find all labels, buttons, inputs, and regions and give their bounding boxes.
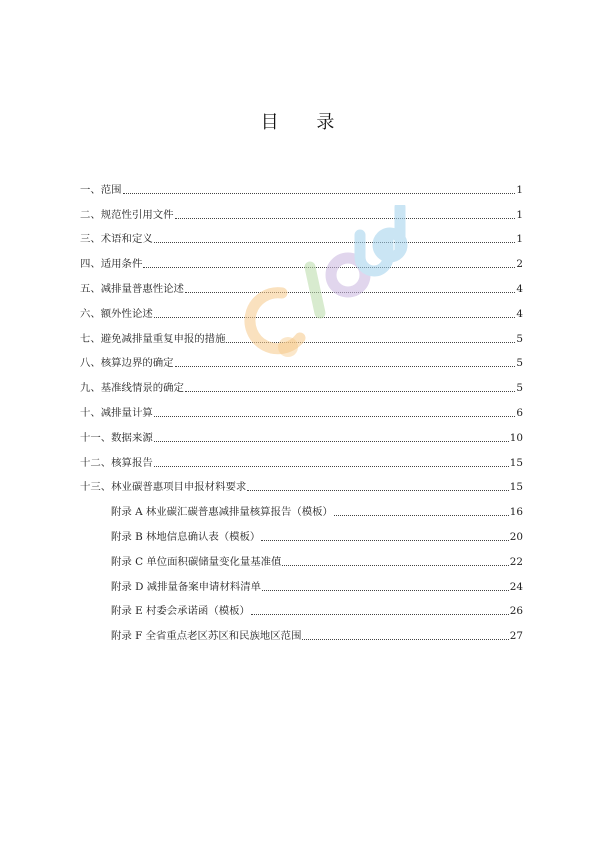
toc-page-number: 27: [509, 630, 523, 643]
dot-leader: [154, 241, 516, 243]
toc-appendix-entry[interactable]: [80, 617, 523, 642]
toc-entry[interactable]: [80, 221, 523, 246]
page-title: 目 录: [260, 112, 351, 133]
toc-page-number: 5: [516, 332, 523, 345]
dot-leader: [247, 489, 509, 491]
dot-leader: [334, 514, 509, 516]
toc-appendix-entry[interactable]: [80, 543, 523, 568]
dot-leader: [185, 390, 515, 392]
toc-entry-label: 七、避免减排量重复申报的措施: [80, 332, 226, 345]
toc-entry[interactable]: [80, 171, 523, 196]
toc-entry[interactable]: [80, 419, 523, 444]
toc-entry-label: 二、规范性引用文件: [80, 208, 174, 221]
toc-entry-label: 四、适用条件: [80, 258, 143, 271]
toc-entry-label: 一、范围: [80, 183, 122, 196]
toc-entry[interactable]: [80, 345, 523, 370]
toc-entry-label: 附录 F 全省重点老区苏区和民族地区范围: [111, 630, 302, 643]
toc-page-number: 24: [509, 580, 523, 593]
toc-entry[interactable]: [80, 444, 523, 469]
toc-page-number: 15: [509, 481, 523, 494]
toc-entry-label: 附录 A 林业碳汇碳普惠减排量核算报告（模板）: [111, 506, 333, 519]
toc-page-number: 20: [509, 530, 523, 543]
toc-page-number: 6: [516, 406, 523, 419]
toc-appendix-entry[interactable]: [80, 493, 523, 518]
toc-entry-label: 三、术语和定义: [80, 233, 153, 246]
toc-appendix-entry[interactable]: [80, 568, 523, 593]
toc-appendix-entry[interactable]: [80, 518, 523, 543]
toc-entry-label: 八、核算边界的确定: [80, 357, 174, 370]
toc-entry[interactable]: [80, 469, 523, 494]
dot-leader: [226, 341, 515, 343]
dot-leader: [143, 266, 515, 268]
toc-entry[interactable]: [80, 295, 523, 320]
dot-leader: [261, 539, 508, 541]
toc-entry-label: 附录 C 单位面积碳储量变化量基准值: [111, 555, 282, 568]
toc-page-number: 4: [516, 307, 523, 320]
toc-entry-label: 附录 E 村委会承诺函（模板）: [111, 605, 250, 618]
dot-leader: [251, 613, 509, 615]
dot-leader: [262, 589, 509, 591]
toc-entry-label: 九、基准线情景的确定: [80, 382, 184, 395]
toc-entry[interactable]: [80, 369, 523, 394]
dot-leader: [154, 316, 516, 318]
toc-page-number: 1: [516, 183, 523, 196]
toc-entry-label: 附录 D 减排量备案申请材料清单: [111, 580, 262, 593]
dot-leader: [175, 365, 516, 367]
dot-leader: [154, 465, 509, 467]
toc-entry[interactable]: [80, 196, 523, 221]
dot-leader: [175, 217, 516, 219]
toc-page-number: 5: [516, 357, 523, 370]
dot-leader: [282, 564, 508, 566]
toc-entry-label: 附录 B 林地信息确认表（模板）: [111, 530, 261, 543]
toc-entry-label: 十二、核算报告: [80, 456, 153, 469]
toc-entry-label: 十一、数据来源: [80, 431, 153, 444]
toc-entry-label: 十、减排量计算: [80, 406, 153, 419]
toc-page-number: 5: [516, 382, 523, 395]
dot-leader: [154, 415, 516, 417]
toc-appendix-entry[interactable]: [80, 593, 523, 618]
toc-page-number: 15: [509, 456, 523, 469]
dot-leader: [123, 192, 516, 194]
toc-entry-label: 十三、林业碳普惠项目申报材料要求: [80, 481, 247, 494]
table-of-contents: [80, 171, 523, 642]
toc-page-number: 1: [516, 208, 523, 221]
dot-leader: [185, 291, 515, 293]
toc-entry[interactable]: [80, 320, 523, 345]
toc-page-number: 26: [509, 605, 523, 618]
toc-entry[interactable]: [80, 245, 523, 270]
toc-page-number: 22: [509, 555, 523, 568]
toc-entry[interactable]: [80, 270, 523, 295]
toc-page-number: 10: [509, 431, 523, 444]
toc-page-number: 1: [516, 233, 523, 246]
toc-page-number: 4: [516, 282, 523, 295]
toc-page-number: 16: [509, 506, 523, 519]
toc-page-number: 2: [516, 258, 523, 271]
toc-entry-label: 五、减排量普惠性论述: [80, 282, 184, 295]
toc-entry-label: 六、额外性论述: [80, 307, 153, 320]
dot-leader: [154, 440, 509, 442]
dot-leader: [302, 638, 508, 640]
toc-entry[interactable]: [80, 394, 523, 419]
